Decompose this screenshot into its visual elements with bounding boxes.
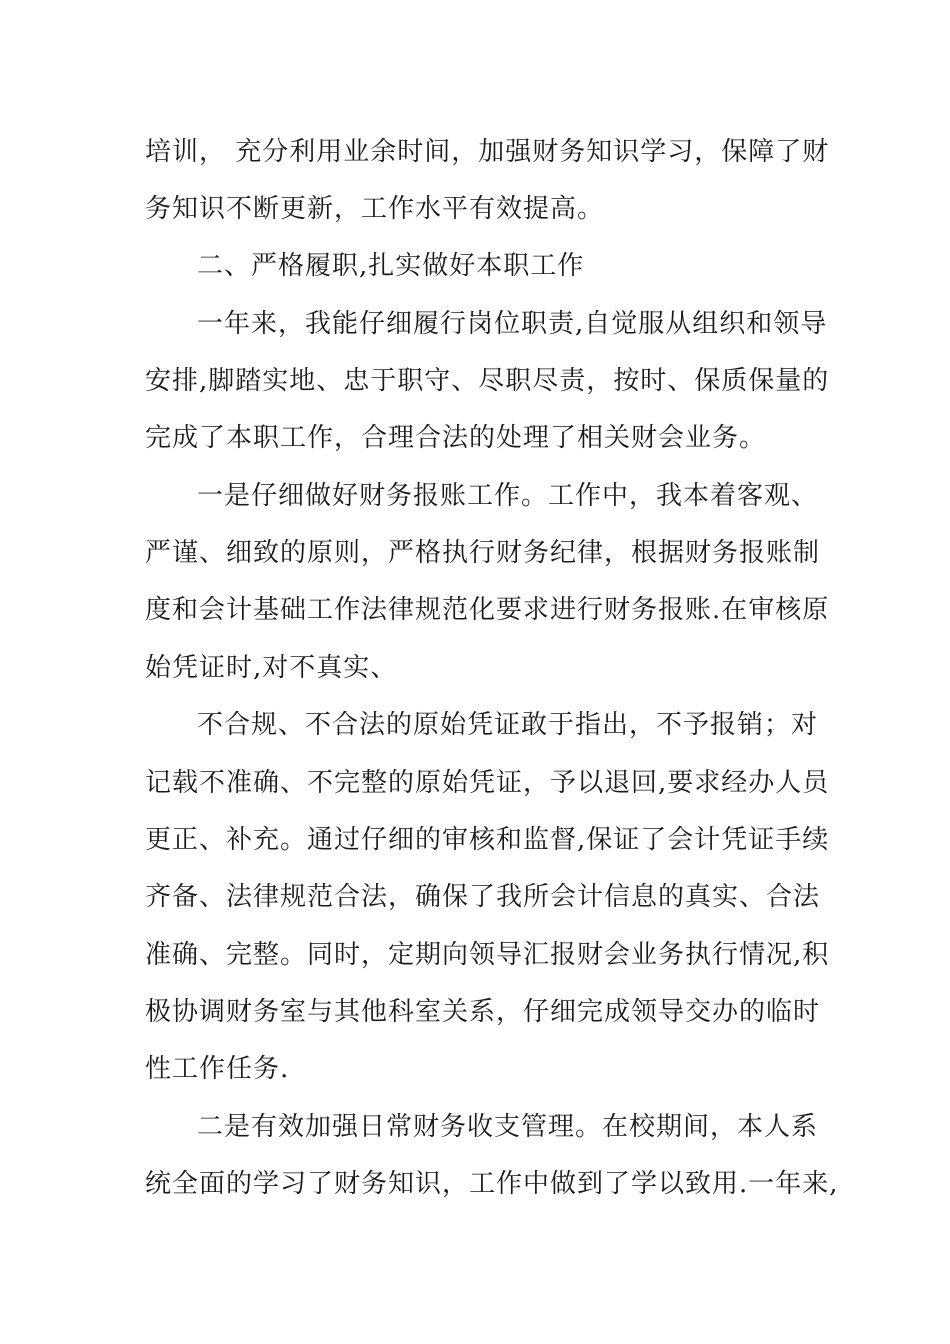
text-line: 极协调财务室与其他科室关系，仔细完成领导交办的临时 <box>145 997 821 1027</box>
text-line: 更正、补充。通过仔细的审核和监督,保证了会计凭证手续 <box>145 825 830 855</box>
text-line: 不合规、不合法的原始凭证敢于指出，不予报销；对 <box>197 710 819 740</box>
text-line: 性工作任务. <box>145 1054 290 1084</box>
text-line: 齐备、法律规范合法，确保了我所会计信息的真实、合法 <box>145 882 821 912</box>
text-line: 准确、完整。同时，定期向领导汇报财会业务执行情况,积 <box>145 940 830 970</box>
text-line: 一是仔细做好财务报账工作。工作中，我本着客观、 <box>197 481 819 511</box>
text-line: 务知识不断更新，工作水平有效提高。 <box>145 194 605 224</box>
section-heading: 二、严格履职,扎实做好本职工作 <box>197 251 585 281</box>
text-line: 完成了本职工作，合理合法的处理了相关财会业务。 <box>145 423 767 453</box>
text-line: 培训， 充分利用业余时间，加强财务知识学习，保障了财 <box>145 137 830 167</box>
text-line: 二是有效加强日常财务收支管理。在校期间，本人系 <box>197 1112 819 1142</box>
text-line: 始凭证时,对不真实、 <box>145 653 398 683</box>
text-line: 度和会计基础工作法律规范化要求进行财务报账.在审核原 <box>145 595 830 625</box>
text-line: 安排,脚踏实地、忠于职守、尽职尽责，按时、保质保量的 <box>145 366 830 396</box>
text-line: 严谨、细致的原则，严格执行财务纪律，根据财务报账制 <box>145 538 821 568</box>
text-line: 记载不准确、不完整的原始凭证，予以退回,要求经办人员 <box>145 768 830 798</box>
text-line: 统全面的学习了财务知识，工作中做到了学以致用.一年来, <box>145 1169 839 1199</box>
text-line: 一年来，我能仔细履行岗位职责,自觉服从组织和领导 <box>197 309 828 339</box>
